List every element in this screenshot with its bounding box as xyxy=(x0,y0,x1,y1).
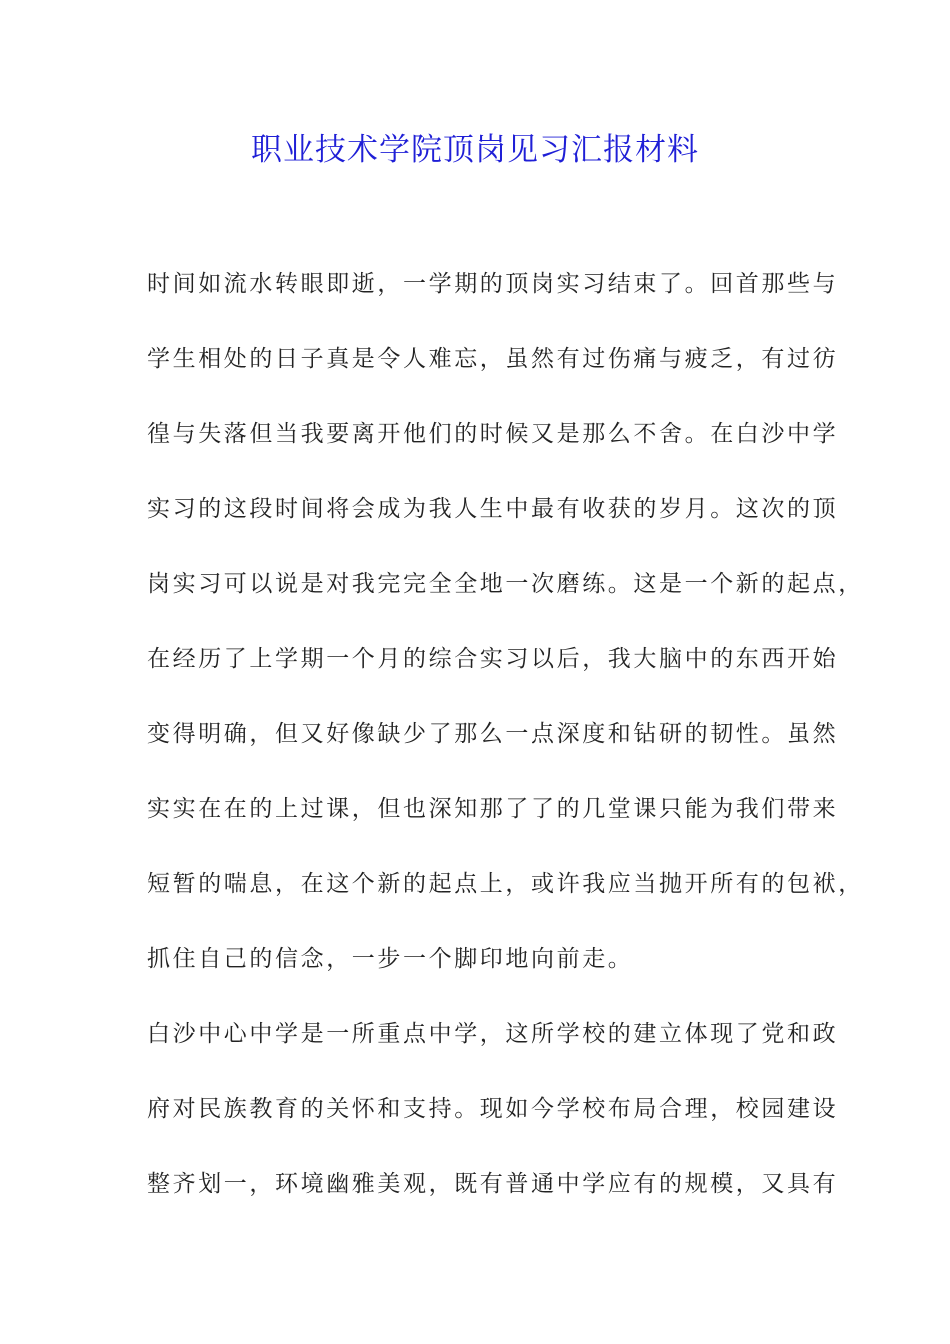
paragraph-line: 短暂的喘息，在这个新的起点上，或许我应当抛开所有的包袱， xyxy=(147,871,864,897)
paragraph-line: 整齐划一，环境幽雅美观，既有普通中学应有的规模，又具有 xyxy=(147,1171,839,1197)
paragraph-line: 时间如流水转眼即逝，一学期的顶岗实习结束了。回首那些与 xyxy=(147,271,839,297)
paragraph-line: 白沙中心中学是一所重点中学，这所学校的建立体现了党和政 xyxy=(147,1021,839,1047)
document-body xyxy=(147,262,864,1237)
paragraph-line: 变得明确，但又好像缺少了那么一点深度和钻研的韧性。虽然 xyxy=(147,721,839,747)
paragraph-line: 学生相处的日子真是令人难忘，虽然有过伤痛与疲乏，有过彷 xyxy=(147,346,839,372)
paragraph-line: 府对民族教育的关怀和支持。现如今学校布局合理，校园建设 xyxy=(147,1096,839,1122)
paragraph-line: 在经历了上学期一个月的综合实习以后，我大脑中的东西开始 xyxy=(147,646,839,672)
paragraph-line: 抓住自己的信念，一步一个脚印地向前走。 xyxy=(147,946,634,972)
paragraph-line: 实实在在的上过课，但也深知那了了的几堂课只能为我们带来 xyxy=(147,796,839,822)
paragraph-line: 实习的这段时间将会成为我人生中最有收获的岁月。这次的顶 xyxy=(147,496,839,522)
paragraph-line: 岗实习可以说是对我完完全全地一次磨练。这是一个新的起点， xyxy=(147,571,864,597)
document-title: 职业技术学院顶岗见习汇报材料 xyxy=(251,132,699,168)
paragraph-line: 徨与失落但当我要离开他们的时候又是那么不舍。在白沙中学 xyxy=(147,421,839,447)
